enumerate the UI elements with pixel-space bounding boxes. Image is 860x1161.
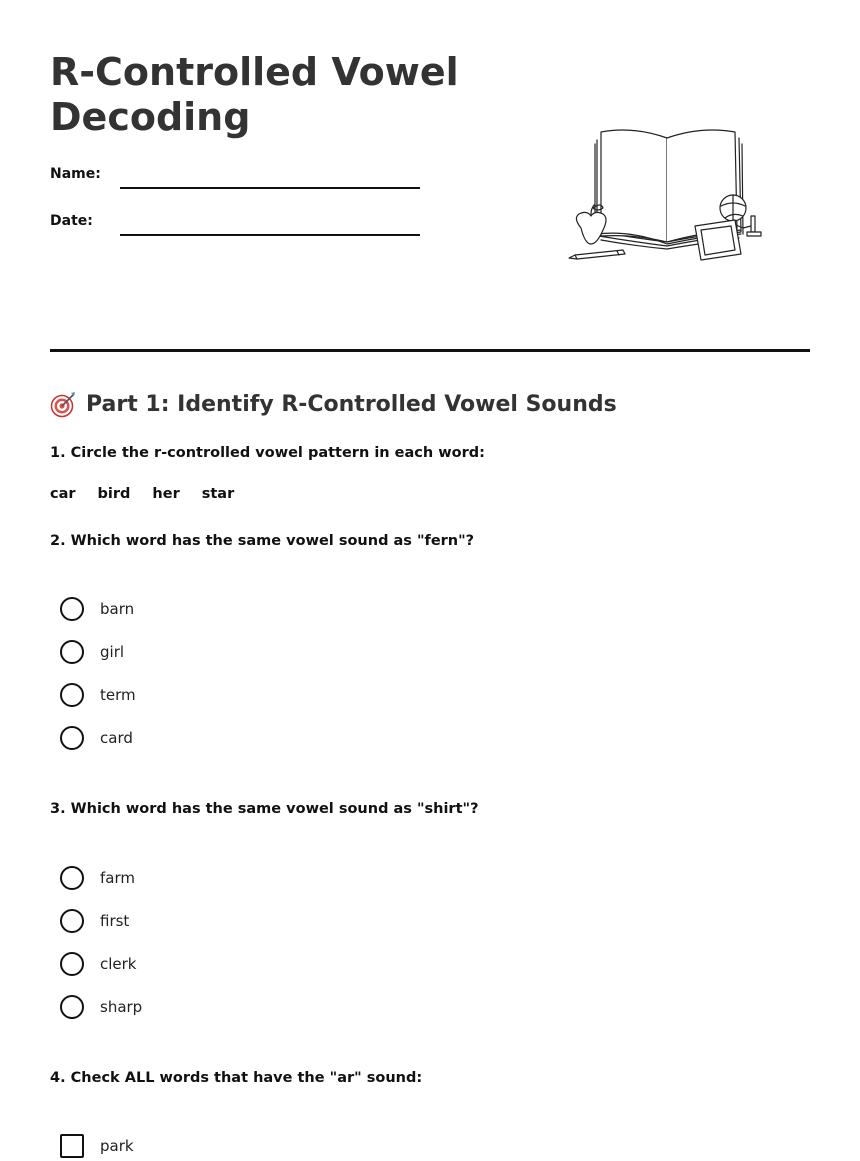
radio-button[interactable] [60,995,84,1019]
worksheet-title: R-Controlled Vowel Decoding [50,50,459,139]
word-list [50,486,234,502]
q2-option[interactable] [60,639,124,665]
option-label: park [100,1137,134,1155]
question-1: 1. Circle the r-controlled vowel pattern in each word: [50,445,485,461]
q4-option[interactable] [60,1133,134,1159]
date-field[interactable] [120,234,420,236]
q2-option[interactable] [60,596,134,622]
word-item[interactable]: star [201,486,235,502]
q3-option[interactable] [60,951,137,977]
word-item[interactable]: her [152,486,180,502]
radio-button[interactable] [60,640,84,664]
section-divider [50,349,810,352]
radio-button[interactable] [60,726,84,750]
radio-button[interactable] [60,683,84,707]
option-label: card [100,729,133,747]
date-label: Date: [50,213,93,229]
part1-heading [50,389,617,419]
q3-option[interactable] [60,865,135,891]
name-field[interactable] [120,187,420,189]
radio-button[interactable] [60,952,84,976]
option-label: clerk [100,955,137,973]
word-item[interactable]: car [50,486,76,502]
option-label: term [100,686,136,704]
radio-button[interactable] [60,909,84,933]
target-icon [50,390,78,418]
q3-option[interactable] [60,994,142,1020]
q2-option[interactable] [60,725,133,751]
question-2: 2. Which word has the same vowel sound as "fern"? [50,533,475,549]
checkbox[interactable] [60,1134,84,1158]
part1-heading-text: Part 1: Identify R-Controlled Vowel Sounds [86,391,617,417]
name-label: Name: [50,166,101,182]
radio-button[interactable] [60,866,84,890]
q3-option[interactable] [60,908,129,934]
open-book-illustration [565,122,775,264]
option-label: first [100,912,130,930]
q2-option[interactable] [60,682,136,708]
word-item[interactable]: bird [97,486,131,502]
option-label: farm [100,869,135,887]
question-4: 4. Check ALL words that have the "ar" sound: [50,1070,423,1086]
option-label: girl [100,643,125,661]
question-3: 3. Which word has the same vowel sound as "shirt"? [50,801,479,817]
option-label: barn [100,600,135,618]
option-label: sharp [100,998,143,1016]
radio-button[interactable] [60,597,84,621]
